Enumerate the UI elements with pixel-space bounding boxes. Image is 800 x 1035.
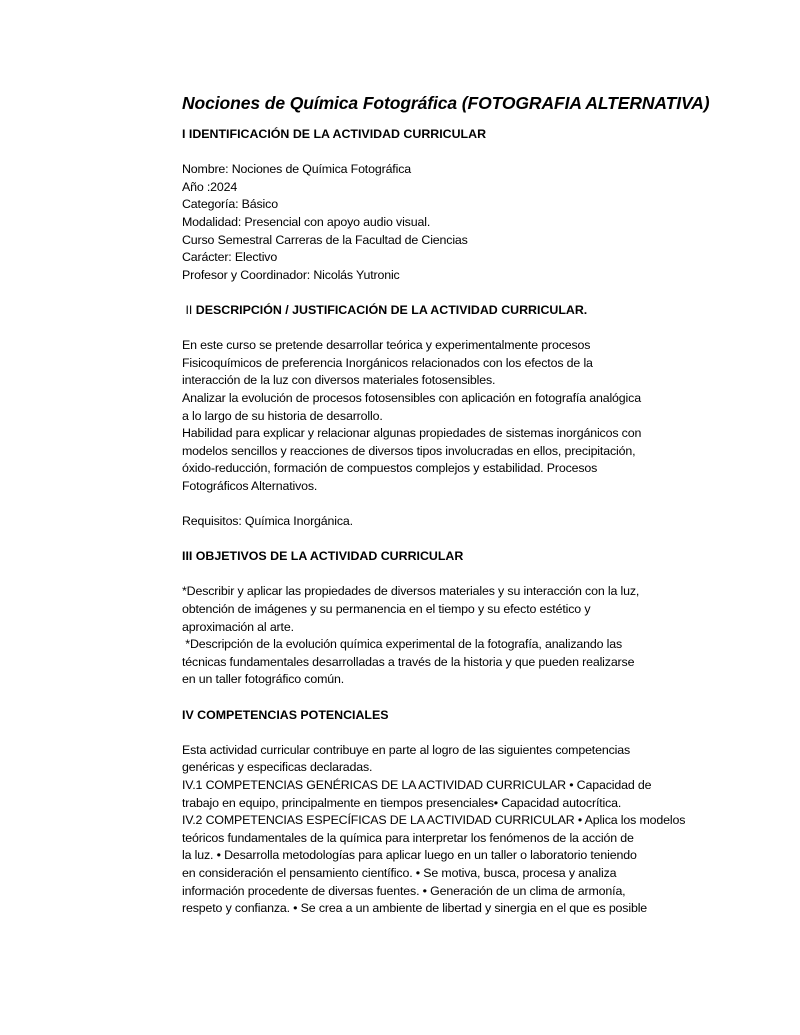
- requisitos-line: Requisitos: Química Inorgánica.: [182, 514, 353, 529]
- competency-line: en consideración el pensamiento científico. • Se motiva, busca, procesa y analiza: [182, 865, 617, 880]
- section-3-heading: III OBJETIVOS DE LA ACTIVIDAD CURRICULAR: [182, 549, 464, 564]
- competency-line: teóricos fundamentales de la química para interpretar los fenómenos de la acción de: [182, 830, 634, 845]
- competency-line: trabajo en equipo, principalmente en tiempos presenciales• Capacidad autocrítica.: [182, 795, 622, 810]
- competency-line: información procedente de diversas fuentes. • Generación de un clima de armonía,: [182, 883, 626, 898]
- objective-line: en un taller fotográfico común.: [182, 672, 345, 687]
- identification-line: Categoría: Básico: [182, 197, 278, 212]
- document-page: [182, 93, 710, 918]
- competency-line: IV.2 COMPETENCIAS ESPECÍFICAS DE LA ACTIVIDAD CURRICULAR • Aplica los modelos: [182, 813, 686, 828]
- competency-line: respeto y confianza. • Se crea a un ambiente de libertad y sinergia en el que es posible: [182, 901, 648, 916]
- section-4-heading: IV COMPETENCIAS POTENCIALES: [182, 707, 389, 722]
- section-2-heading-text: DESCRIPCIÓN / JUSTIFICACIÓN DE LA ACTIVIDAD CURRICULAR.: [195, 302, 588, 317]
- objective-line: *Descripción de la evolución química experimental de la fotografía, analizando las: [182, 637, 623, 652]
- section-4-body: [182, 742, 692, 918]
- competency-line: genéricas y especificas declaradas.: [182, 760, 373, 775]
- identification-line: Modalidad: Presencial con apoyo audio visual.: [182, 214, 431, 229]
- identification-line: Año :2024: [182, 179, 238, 194]
- competency-line: la luz. • Desarrolla metodologías para aplicar luego en un taller o laboratorio teniendo: [182, 848, 637, 863]
- identification-line: Nombre: Nociones de Química Fotográfica: [182, 162, 411, 177]
- paragraph-line: óxido-reducción, formación de compuestos complejos y estabilidad. Procesos: [182, 461, 598, 476]
- section-2-heading-prefix: II: [182, 302, 196, 317]
- paragraph-line: Fisicoquímicos de preferencia Inorgánicos relacionados con los efectos de la: [182, 355, 593, 370]
- competency-line: Esta actividad curricular contribuye en parte al logro de las siguientes competencias: [182, 742, 631, 757]
- document-title: Nociones de Química Fotográfica (FOTOGRAFIA ALTERNATIVA): [182, 93, 710, 113]
- competency-line: IV.1 COMPETENCIAS GENÉRICAS DE LA ACTIVIDAD CURRICULAR • Capacidad de: [182, 777, 652, 792]
- section-3-body: [182, 583, 692, 689]
- objective-line: *Describir y aplicar las propiedades de diversos materiales y su interacción con la luz,: [182, 584, 640, 599]
- section-2-heading: [182, 302, 692, 320]
- section-1-heading: I IDENTIFICACIÓN DE LA ACTIVIDAD CURRICULAR: [182, 127, 487, 141]
- paragraph-line: a lo largo de su historia de desarrollo.: [182, 408, 383, 423]
- paragraph-line: modelos sencillos y reacciones de diversos tipos involucradas en ellos, precipitación,: [182, 443, 636, 458]
- objective-line: aproximación al arte.: [182, 619, 294, 634]
- identification-line: Carácter: Electivo: [182, 250, 278, 265]
- paragraph-line: Analizar la evolución de procesos fotosensibles con aplicación en fotografía analógica: [182, 390, 641, 405]
- paragraph-line: Habilidad para explicar y relacionar algunas propiedades de sistemas inorgánicos con: [182, 426, 642, 441]
- identification-line: Curso Semestral Carreras de la Facultad de Ciencias: [182, 232, 468, 247]
- paragraph-line: interacción de la luz con diversos materiales fotosensibles.: [182, 373, 496, 388]
- objective-line: técnicas fundamentales desarrolladas a través de la historia y que pueden realizarse: [182, 654, 635, 669]
- identification-line: Profesor y Coordinador: Nicolás Yutronic: [182, 267, 400, 282]
- section-2-body: [182, 337, 692, 495]
- paragraph-line: Fotográficos Alternativos.: [182, 478, 318, 493]
- section-1-body: [182, 161, 692, 284]
- objective-line: obtención de imágenes y su permanencia en el tiempo y su efecto estético y: [182, 602, 591, 617]
- paragraph-line: En este curso se pretende desarrollar teórica y experimentalmente procesos: [182, 338, 591, 353]
